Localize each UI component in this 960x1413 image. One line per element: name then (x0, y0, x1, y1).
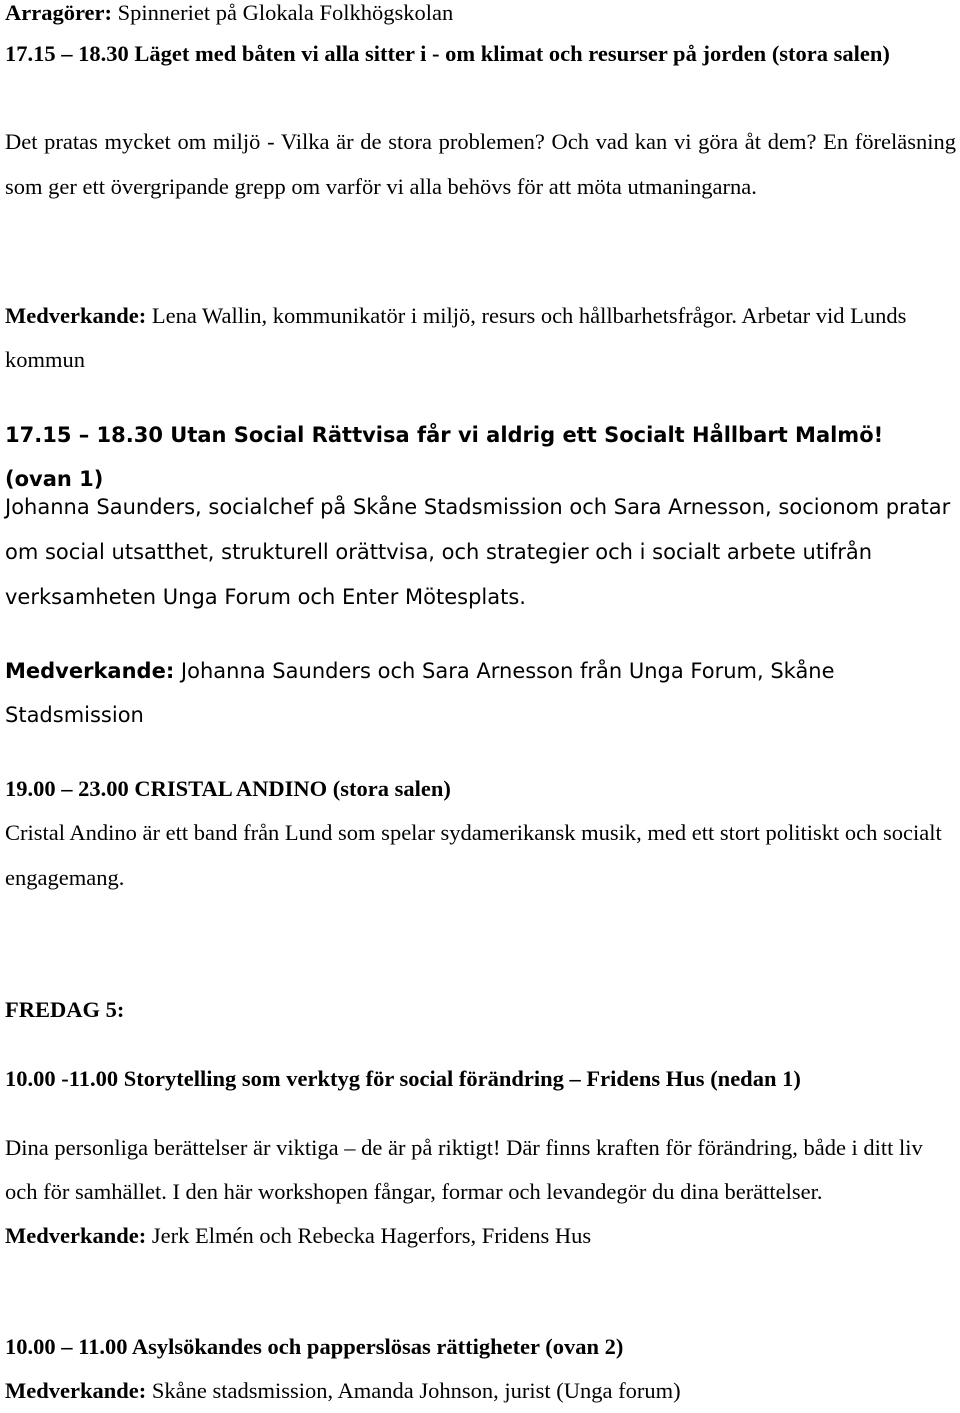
organizer-name: Spinneriet på Glokala Folkhögskolan (117, 0, 454, 25)
participants-label: Medverkande: (5, 1223, 147, 1248)
participants-text: Skåne stadsmission, Amanda Johnson, jurist (Unga forum) (151, 1378, 681, 1403)
session-description-cristal-andino: Cristal Andino är ett band från Lund som spelar sydamerikansk musik, med ett stort politiskt och socialt engagemang. (5, 820, 942, 890)
organizer-label: Arragörer: (5, 0, 113, 25)
participants-text: Johanna Saunders och Sara Arnesson från Unga Forum, Skåne Stadsmission (5, 659, 835, 727)
participants-text: Lena Wallin, kommunikatör i miljö, resurs och hållbarhetsfrågor. Arbetar vid Lunds kommun (5, 303, 907, 372)
participants-text: Jerk Elmén och Rebecka Hagerfors, Fridens Hus (151, 1223, 592, 1248)
organizer-line (5, 0, 956, 35)
participants-label: Medverkande: (5, 659, 175, 683)
participants-climate (5, 294, 956, 382)
participants-social-justice (5, 649, 956, 737)
session-heading-cristal-andino: 19.00 – 23.00 CRISTAL ANDINO (stora salen) (5, 776, 451, 801)
participants-asylum (5, 1369, 956, 1413)
session-heading-social-justice: 17.15 – 18.30 Utan Social Rättvisa får vi aldrig ett Socialt Hållbart Malmö! (ovan 1) (5, 423, 884, 491)
participants-label: Medverkande: (5, 1378, 147, 1403)
session-description-climate: Det pratas mycket om miljö - Vilka är de stora problemen? Och vad kan vi göra åt dem? En föreläsning som ger ett övergripande grepp om varför vi alla behövs för att möta utmaningarna. (5, 129, 956, 199)
session-heading-asylum: 10.00 – 11.00 Asylsökandes och papperslösas rättigheter (ovan 2) (5, 1334, 624, 1359)
session-heading-storytelling: 10.00 -11.00 Storytelling som verktyg för social förändring – Fridens Hus (nedan 1) (5, 1066, 801, 1091)
day-heading: FREDAG 5: (5, 997, 125, 1022)
session-description-storytelling (5, 1126, 956, 1258)
participants-label: Medverkande: (5, 303, 147, 328)
session-heading-climate: 17.15 – 18.30 Läget med båten vi alla sitter i - om klimat och resurser på jorden (stora salen) (5, 41, 890, 66)
session-description-social-justice: Johanna Saunders, socialchef på Skåne Stadsmission och Sara Arnesson, socionom pratar om social utsatthet, strukturell orättvisa, och strategier och i socialt arbete utifrån verksamheten Unga Forum och Enter Mötesplats. (5, 495, 951, 609)
description-text: Dina personliga berättelser är viktiga – de är på riktigt! Där finns kraften för förändring, både i ditt liv och för samhället. I den här workshopen fångar, formar och levandegör du dina berättelser. (5, 1135, 923, 1204)
